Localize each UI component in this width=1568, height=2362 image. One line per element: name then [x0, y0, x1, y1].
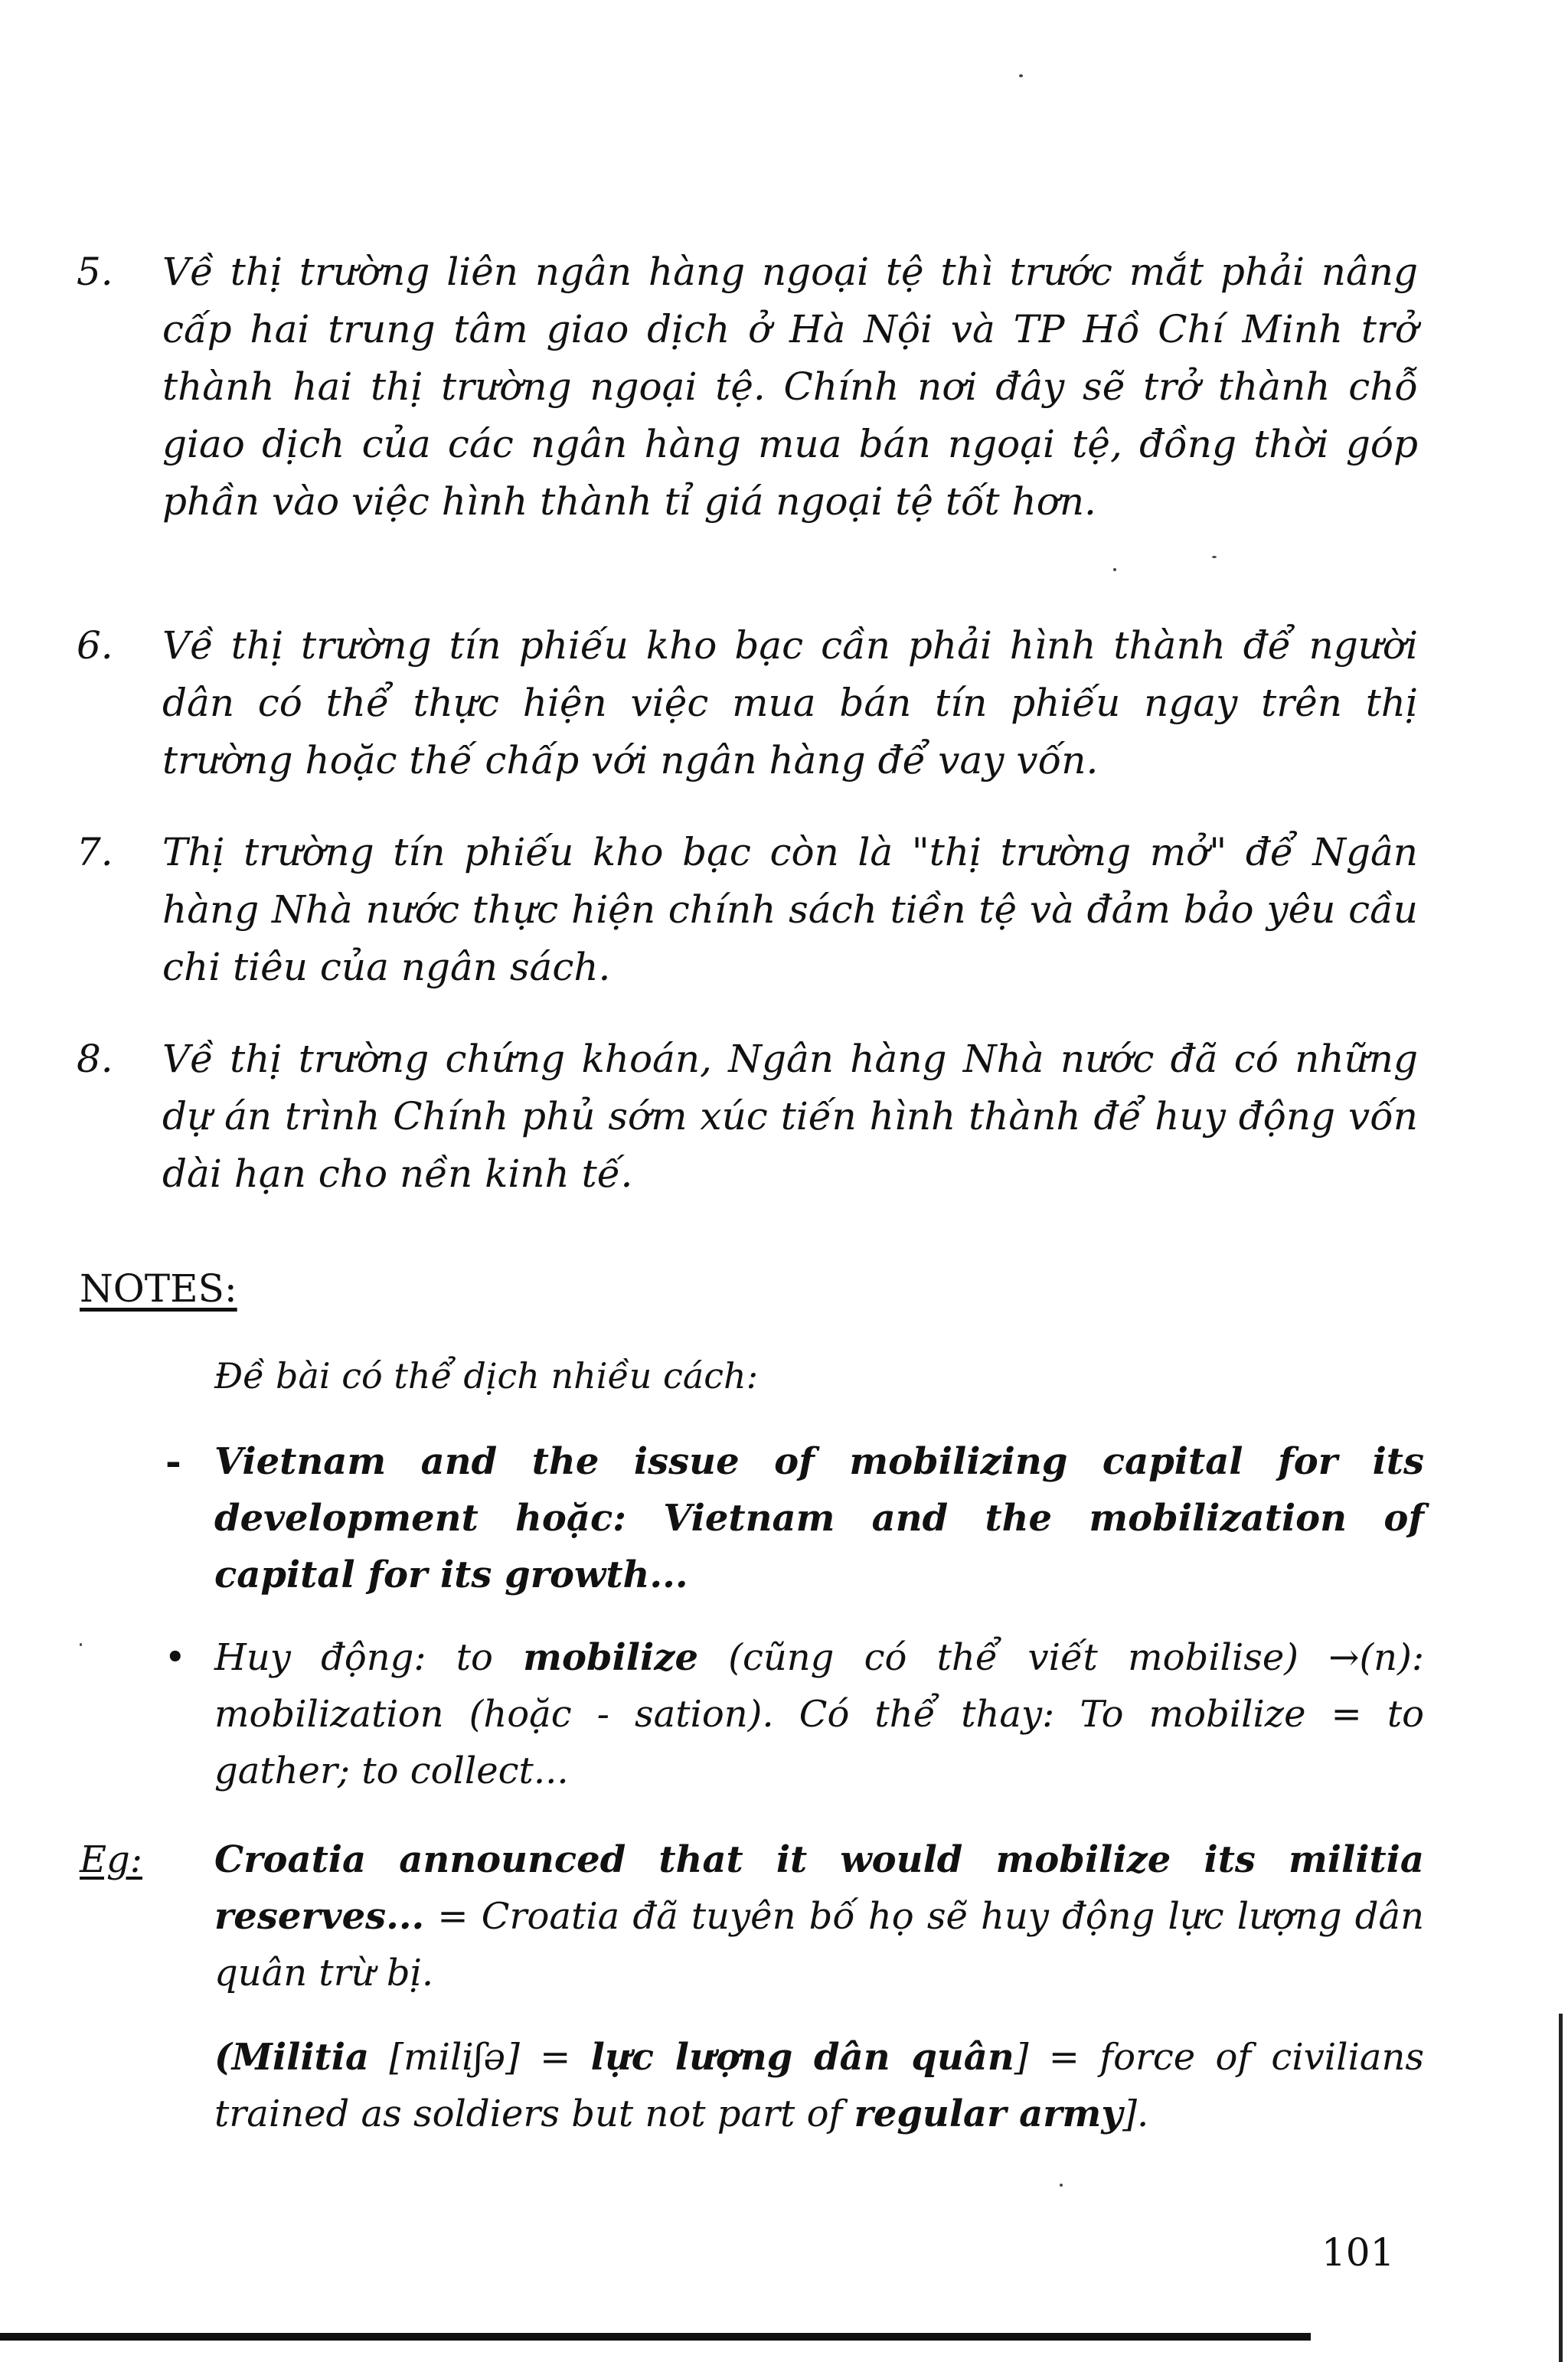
list-number: 8. — [77, 1037, 113, 1081]
notes-heading: NOTES: — [80, 1266, 237, 1311]
list-text: Thị trường tín phiếu kho bạc còn là "thị trường mở" để Ngân hàng Nhà nước thực hiện chính sách tiền tệ và đảm bảo yêu cầu chi tiêu của ngân sách. — [162, 830, 1418, 989]
militia-definition-text: ] = force of civilians trained as soldiers but not part of — [214, 2036, 1425, 2135]
militia-regular-army: regular army — [854, 2092, 1123, 2135]
vocabulary-note — [214, 1629, 1424, 1799]
scan-speck — [1212, 556, 1217, 558]
notes-intro: Đề bài có thể dịch nhiều cách: — [214, 1355, 759, 1397]
example-translation: = Croatia đã tuyên bố họ sẽ huy động lực lượng dân quân trừ bị. — [214, 1895, 1424, 1994]
translation-options: Vietnam and the issue of mobilizing capital for its development hoặc: Vietnam and the mobilization of capital for its growth... — [214, 1440, 1424, 1596]
example-sentence — [214, 1831, 1424, 2001]
militia-meaning: lực lượng dân quân — [590, 2036, 1014, 2079]
militia-definition — [214, 2029, 1424, 2142]
example-label: Eg: — [80, 1838, 142, 1881]
militia-open: (Militia — [214, 2036, 370, 2079]
list-text: Về thị trường tín phiếu kho bạc cần phải hình thành để người dân có thể thực hiện việc mua bán tín phiếu ngay trên thị trường hoặc thế chấp với ngân hàng để vay vốn. — [162, 623, 1418, 782]
scan-speck — [1113, 568, 1116, 571]
scan-speck — [1019, 74, 1023, 77]
right-scan-edge — [1559, 2014, 1563, 2362]
dash-marker: - — [165, 1439, 181, 1484]
scan-speck — [1060, 2184, 1063, 2187]
scan-speck — [80, 1643, 82, 1646]
list-text: Về thị trường chứng khoán, Ngân hàng Nhà nước đã có những dự án trình Chính phủ sớm xúc tiến hình thành để huy động vốn dài hạn cho nền kinh tế. — [162, 1037, 1418, 1196]
list-number: 7. — [77, 830, 113, 874]
example-english: Croatia announced that it would mobilize its militia reserves... — [214, 1838, 1424, 1938]
militia-phonetic: [miliʃə] = — [369, 2036, 591, 2079]
page-number: 101 — [1321, 2230, 1395, 2275]
vocab-term: mobilize — [523, 1636, 699, 1679]
vocab-part2: (cũng có thể viết mobilise) →(n): mobilization (hoặc - sation). Có thể thay: To mobilize = to gather; to collect... — [214, 1636, 1424, 1792]
list-text: Về thị trường liên ngân hàng ngoại tệ thì trước mắt phải nâng cấp hai trung tâm giao dịch ở Hà Nội và TP Hồ Chí Minh trở thành hai thị trường ngoại tệ. Chính nơi đây sẽ trở thành chỗ giao dịch của các ngân hàng mua bán ngoại tệ, đồng thời góp phần vào việc hình thành tỉ giá ngoại tệ tốt hơn. — [162, 250, 1418, 524]
bullet-marker: • — [165, 1639, 185, 1675]
list-number: 6. — [77, 623, 113, 668]
militia-close: ]. — [1122, 2092, 1149, 2135]
list-number: 5. — [77, 250, 113, 294]
bottom-scan-edge — [0, 2333, 1311, 2341]
vocab-part1: Huy động: to — [214, 1636, 524, 1679]
